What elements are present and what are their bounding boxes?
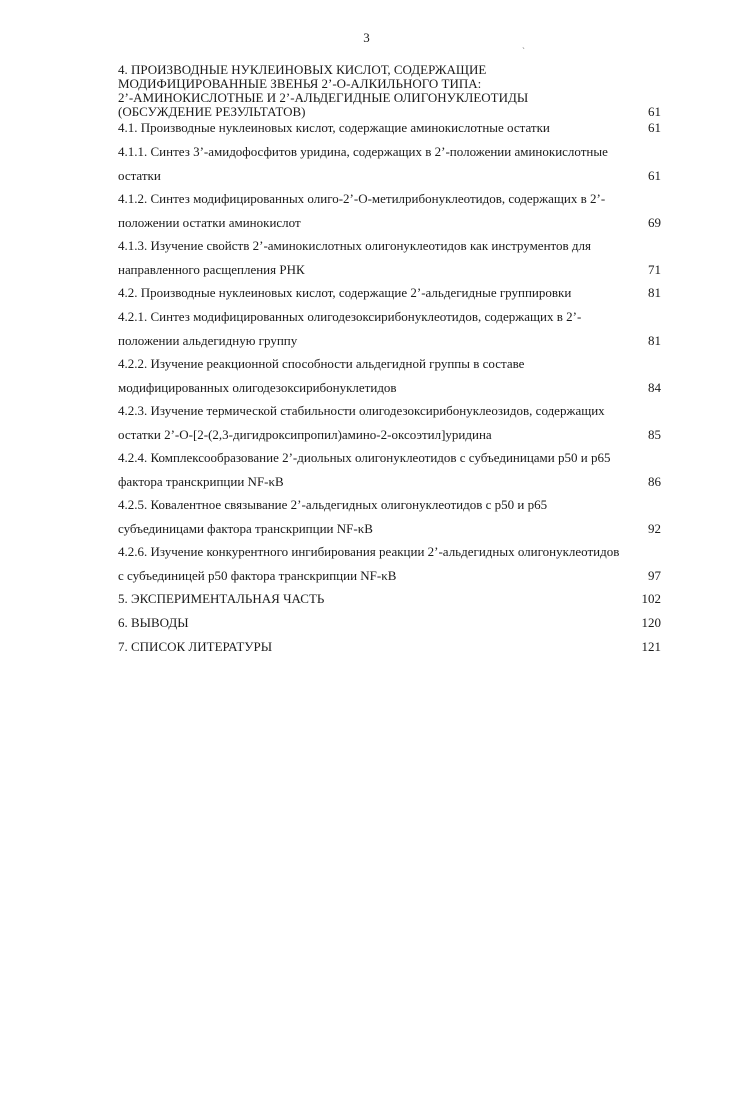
chapter-heading-line: (ОБСУЖДЕНИЕ РЕЗУЛЬТАТОВ)	[118, 104, 306, 119]
toc-entry-text: 4.1.1. Синтез 3’-амидофосфитов уридина, содержащих в 2’-положении аминокислотные остатки	[118, 144, 608, 183]
scan-mark: `	[522, 46, 525, 56]
toc-entry[interactable]	[118, 611, 661, 635]
toc-entry-text: 4.2.2. Изучение реакционной способности альдегидной группы в составе модифицированных олигодезоксирибонуклетидов	[118, 356, 525, 395]
toc-page-number: 71	[648, 261, 661, 277]
toc-entry-text: 4.1.2. Синтез модифицированных олиго-2’-О-метилрибонуклеотидов, содержащих в 2’-положении остатки аминокислот	[118, 191, 606, 230]
toc-page-number: 121	[641, 639, 661, 654]
toc-entry[interactable]	[118, 493, 661, 540]
toc-chapter-4[interactable]	[118, 63, 661, 119]
toc-page-number: 81	[648, 332, 661, 348]
toc-entry-text: 4.2.1. Синтез модифицированных олигодезоксирибонуклеотидов, содержащих в 2’-положении альдегидную группу	[118, 309, 582, 348]
toc-entry[interactable]	[118, 635, 661, 659]
toc-entry-text: 4.2. Производные нуклеиновых кислот, содержащие 2’-альдегидные группировки	[118, 285, 572, 300]
toc-entry-text: 6. ВЫВОДЫ	[118, 615, 189, 630]
toc-entry[interactable]	[118, 540, 661, 587]
toc-page-number: 84	[648, 379, 661, 395]
toc-entry-text: 4.2.6. Изучение конкурентного ингибирования реакции 2’-альдегидных олигонуклеотидов с субъединицей p50 фактора транскрипции NF-κB	[118, 544, 620, 583]
toc-entry-text: 4.2.4. Комплексообразование 2’-диольных олигонуклеотидов с субъединицами p50 и p65 фактора транскрипции NF-κB	[118, 450, 611, 489]
page-number: 3	[363, 30, 370, 45]
toc-page-number: 120	[641, 615, 661, 630]
toc-page-number: 85	[648, 426, 661, 442]
toc-page-number: 92	[648, 520, 661, 536]
table-of-contents	[118, 63, 661, 659]
toc-entry-text: 4.1.3. Изучение свойств 2’-аминокислотных олигонуклеотидов как инструментов для направленного расщепления РНК	[118, 238, 592, 277]
toc-entry-text: 5. ЭКСПЕРИМЕНТАЛЬНАЯ ЧАСТЬ	[118, 591, 325, 606]
toc-page-number: 61	[648, 120, 661, 135]
toc-page-number: 81	[648, 285, 661, 300]
toc-entry[interactable]	[118, 119, 661, 136]
toc-entry-text: 4.1. Производные нуклеиновых кислот, содержащие аминокислотные остатки	[118, 120, 550, 135]
toc-page-number: 61	[648, 167, 661, 183]
toc-entry-text: 7. СПИСОК ЛИТЕРАТУРЫ	[118, 639, 273, 654]
toc-entry-text: 4.2.5. Ковалентное связывание 2’-альдегидных олигонуклеотидов с p50 и p65 субъединицами фактора транскрипции NF-κB	[118, 497, 548, 536]
chapter-heading-line: 2’-АМИНОКИСЛОТНЫЕ И 2’-АЛЬДЕГИДНЫЕ ОЛИГОНУКЛЕОТИДЫ	[118, 90, 529, 105]
toc-page-number: 61	[648, 104, 661, 119]
chapter-heading-line: МОДИФИЦИРОВАННЫЕ ЗВЕНЬЯ 2’-О-АЛКИЛЬНОГО ТИПА:	[118, 76, 482, 91]
chapter-heading-line: 4. ПРОИЗВОДНЫЕ НУКЛЕИНОВЫХ КИСЛОТ, СОДЕРЖАЩИЕ	[118, 62, 487, 77]
toc-entry[interactable]	[118, 187, 661, 234]
toc-entry[interactable]	[118, 281, 661, 305]
toc-page-number: 69	[648, 214, 661, 230]
toc-entry[interactable]	[118, 140, 661, 187]
toc-entry[interactable]	[118, 305, 661, 352]
toc-entry[interactable]	[118, 234, 661, 281]
toc-page-number: 86	[648, 473, 661, 489]
toc-page-number: 97	[648, 567, 661, 583]
toc-entry[interactable]	[118, 399, 661, 446]
toc-entry[interactable]	[118, 446, 661, 493]
toc-page-number: 102	[641, 591, 661, 606]
chapter-heading	[118, 63, 588, 119]
toc-entry[interactable]	[118, 352, 661, 399]
toc-entry-text: 4.2.3. Изучение термической стабильности олигодезоксирибонуклеозидов, содержащих остатки 2’-О-[2-(2,3-дигидроксипропил)амино-2-оксоэтил]уридина	[118, 403, 605, 442]
toc-entry[interactable]	[118, 587, 661, 611]
